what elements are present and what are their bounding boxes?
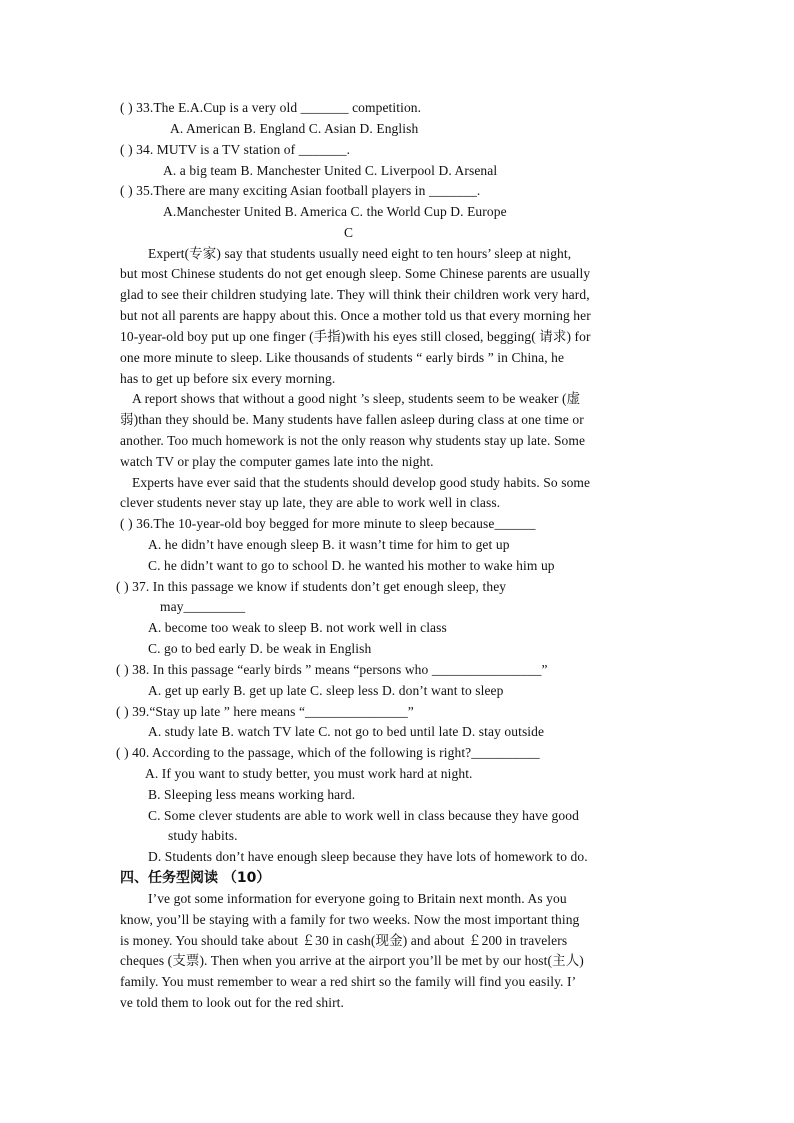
q36: ( ) 36.The 10-year-old boy begged for more minute to sleep because______ (120, 516, 536, 531)
pc-line-11: watch TV or play the computer games late into the night. (120, 454, 434, 469)
q40-option-a: A. If you want to study better, you must work hard at night. (145, 766, 473, 781)
pc-line-6: one more minute to sleep. Like thousands of students “ early birds ” in China, he (120, 350, 565, 365)
pc-line-13: clever students never stay up late, they are able to work well in class. (120, 495, 501, 510)
q40-option-c: C. Some clever students are able to work well in class because they have good (148, 808, 579, 823)
q33: ( ) 33.The E.A.Cup is a very old _______ competition. (120, 100, 422, 115)
p4-line-3: is money. You should take about ￡30 in cash(现金) and about ￡200 in travelers (120, 933, 568, 948)
q40-option-d: D. Students don’t have enough sleep because they have lots of homework to do. (148, 849, 588, 864)
pc-line-12: Experts have ever said that the students should develop good study habits. So some (132, 475, 591, 490)
p4-line-1: I’ve got some information for everyone going to Britain next month. As you (148, 891, 567, 906)
pc-line-5: 10-year-old boy put up one finger (手指)with his eyes still closed, begging( 请求) for (120, 329, 591, 344)
q38: ( ) 38. In this passage “early birds ” means “persons who ________________” (116, 662, 548, 677)
q37-options-cd: C. go to bed early D. be weak in English (148, 641, 372, 656)
p4-line-6: ve told them to look out for the red shirt. (120, 995, 345, 1010)
section-heading: 四、任务型阅读 （10） (120, 870, 271, 886)
p4-line-2: know, you’ll be staying with a family for two weeks. Now the most important thing (120, 912, 580, 927)
q39-options: A. study late B. watch TV late C. not go to bed until late D. stay outside (148, 724, 545, 739)
q37: ( ) 37. In this passage we know if students don’t get enough sleep, they (116, 579, 507, 594)
q39: ( ) 39.“Stay up late ” here means “_______________” (116, 704, 414, 719)
pc-line-7: has to get up before six every morning. (120, 371, 336, 386)
q40-option-c-cont: study habits. (168, 828, 238, 843)
q40: ( ) 40. According to the passage, which of the following is right?__________ (116, 745, 540, 760)
q37-options-ab: A. become too weak to sleep B. not work well in class (148, 620, 447, 635)
pc-line-1: Expert(专家) say that students usually need eight to ten hours’ sleep at night, (148, 246, 572, 261)
q36-options-cd: C. he didn’t want to go to school D. he wanted his mother to wake him up (148, 558, 555, 573)
q35: ( ) 35.There are many exciting Asian football players in _______. (120, 183, 481, 198)
pc-line-3: glad to see their children studying late. They will think their children work very hard, (120, 287, 590, 302)
pc-line-10: another. Too much homework is not the only reason why students stay up late. Some (120, 433, 586, 448)
q34: ( ) 34. MUTV is a TV station of _______. (120, 142, 351, 157)
q35-options: A.Manchester United B. America C. the World Cup D. Europe (163, 204, 507, 219)
q34-options: A. a big team B. Manchester United C. Liverpool D. Arsenal (163, 163, 498, 178)
q40-option-b: B. Sleeping less means working hard. (148, 787, 356, 802)
p4-line-5: family. You must remember to wear a red shirt so the family will find you easily. I’ (120, 974, 577, 989)
pc-line-9: 弱)than they should be. Many students have fallen asleep during class at one time or (120, 412, 584, 427)
pc-line-8: A report shows that without a good night ’s sleep, students seem to be weaker (虚 (132, 391, 581, 406)
pc-line-2: but most Chinese students do not get enough sleep. Some Chinese parents are usually (120, 266, 591, 281)
p4-line-4: cheques (支票). Then when you arrive at the airport you’ll be met by our host(主人) (120, 953, 584, 968)
passage-c-label: C (344, 225, 354, 240)
q38-options: A. get up early B. get up late C. sleep less D. don’t want to sleep (148, 683, 504, 698)
q33-options: A. American B. England C. Asian D. English (170, 121, 419, 136)
pc-line-4: but not all parents are happy about this. Once a mother told us that every morning her (120, 308, 591, 323)
q36-options-ab: A. he didn’t have enough sleep B. it wasn’t time for him to get up (148, 537, 510, 552)
q37-cont: may_________ (160, 599, 246, 614)
